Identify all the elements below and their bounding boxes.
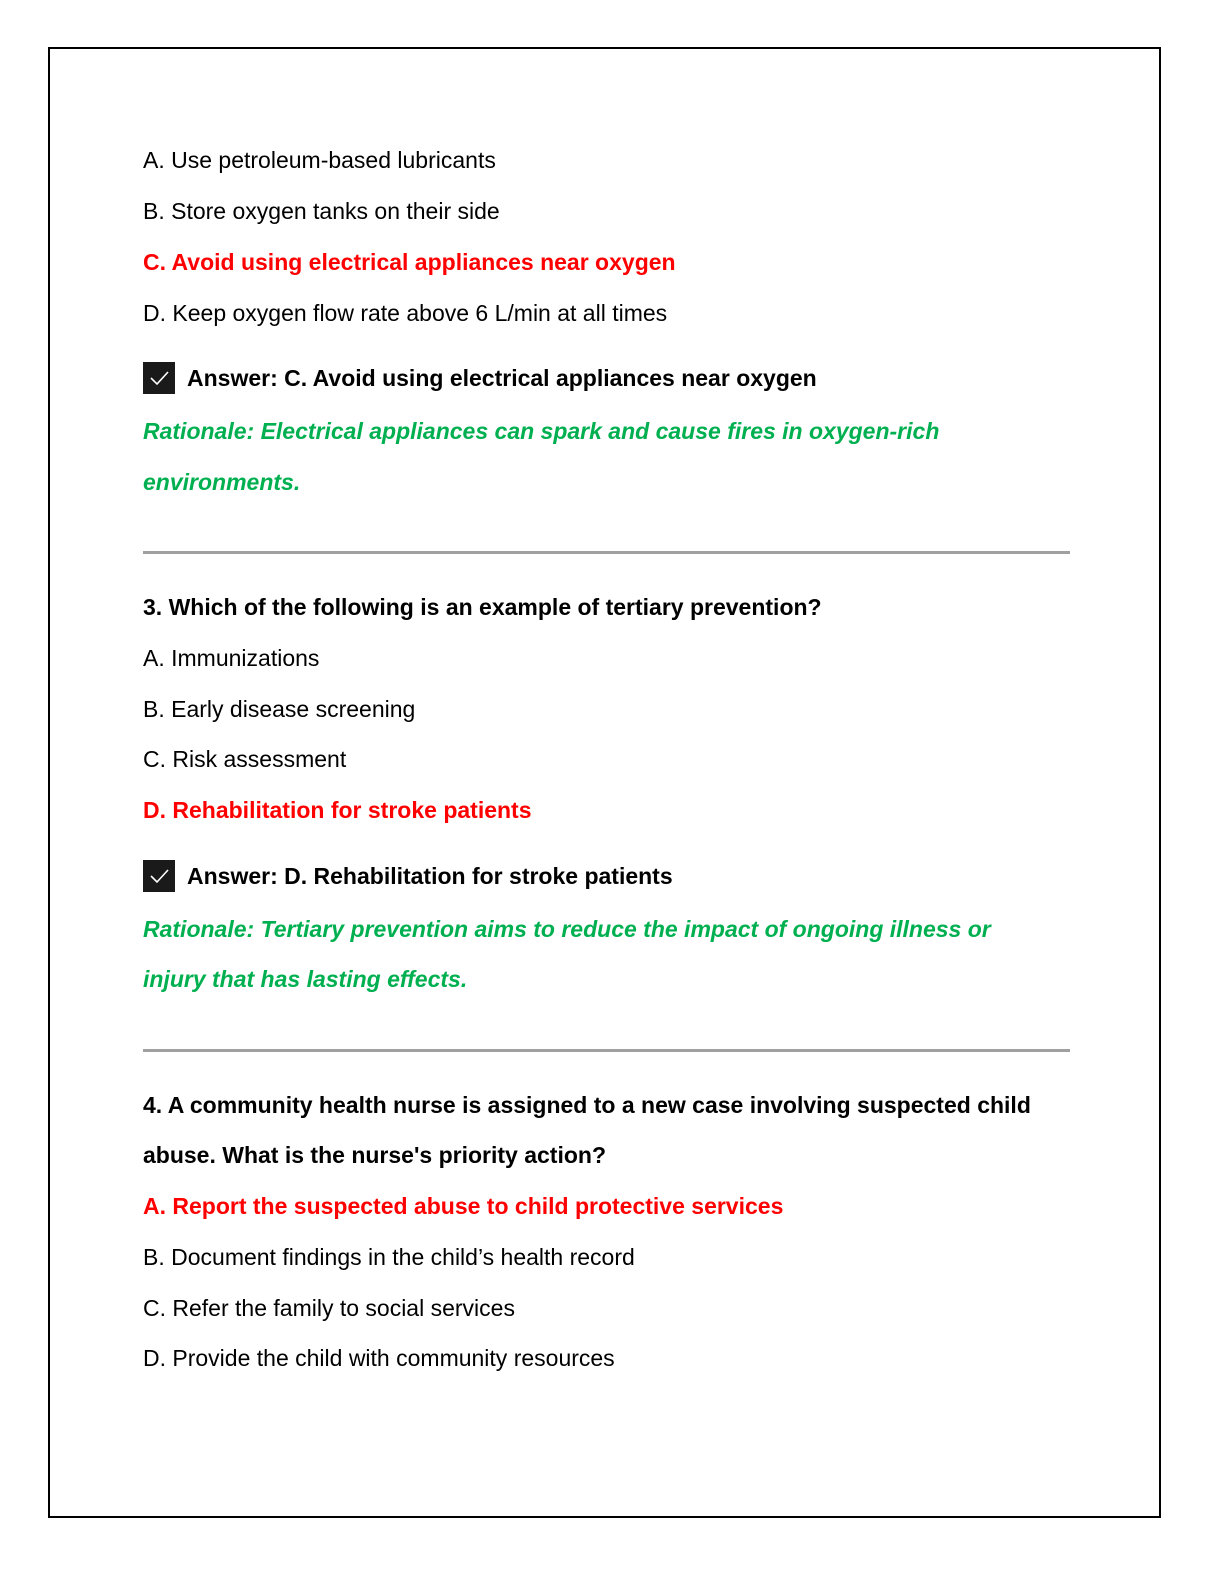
q2-answer [143, 362, 817, 394]
q4-question-line-2: abuse. What is the nurse's priority action? [143, 1142, 606, 1168]
q3-rationale-line-1: Rationale: Tertiary prevention aims to reduce the impact of ongoing illness or [143, 916, 991, 942]
q2-answer-text: Answer: C. Avoid using electrical appliances near oxygen [187, 365, 817, 391]
q3-option-b: B. Early disease screening [143, 696, 416, 722]
q2-option-c-correct: C. Avoid using electrical appliances near oxygen [143, 249, 676, 275]
checkmark-icon [143, 860, 175, 892]
q3-option-c: C. Risk assessment [143, 746, 347, 772]
q2-option-b: B. Store oxygen tanks on their side [143, 198, 500, 224]
q3-option-a: A. Immunizations [143, 645, 320, 671]
q4-option-d: D. Provide the child with community resources [143, 1345, 615, 1371]
q3-option-d-correct: D. Rehabilitation for stroke patients [143, 797, 532, 823]
checkmark-icon [143, 362, 175, 394]
q3-answer [143, 860, 673, 892]
q4-option-a-correct: A. Report the suspected abuse to child protective services [143, 1193, 784, 1219]
q3-answer-text: Answer: D. Rehabilitation for stroke patients [187, 863, 673, 889]
q3-rationale-line-2: injury that has lasting effects. [143, 966, 468, 992]
q4-question-line-1: 4. A community health nurse is assigned to a new case involving suspected child [143, 1092, 1031, 1118]
divider [143, 551, 1070, 554]
q2-rationale-line-2: environments. [143, 469, 301, 495]
q4-option-b: B. Document findings in the child’s health record [143, 1244, 635, 1270]
q2-rationale-line-1: Rationale: Electrical appliances can spark and cause fires in oxygen-rich [143, 418, 940, 444]
q2-option-a: A. Use petroleum-based lubricants [143, 147, 496, 173]
divider [143, 1049, 1070, 1052]
q2-option-d: D. Keep oxygen flow rate above 6 L/min at all times [143, 300, 668, 326]
q3-question: 3. Which of the following is an example of tertiary prevention? [143, 594, 822, 620]
q4-option-c: C. Refer the family to social services [143, 1295, 515, 1321]
